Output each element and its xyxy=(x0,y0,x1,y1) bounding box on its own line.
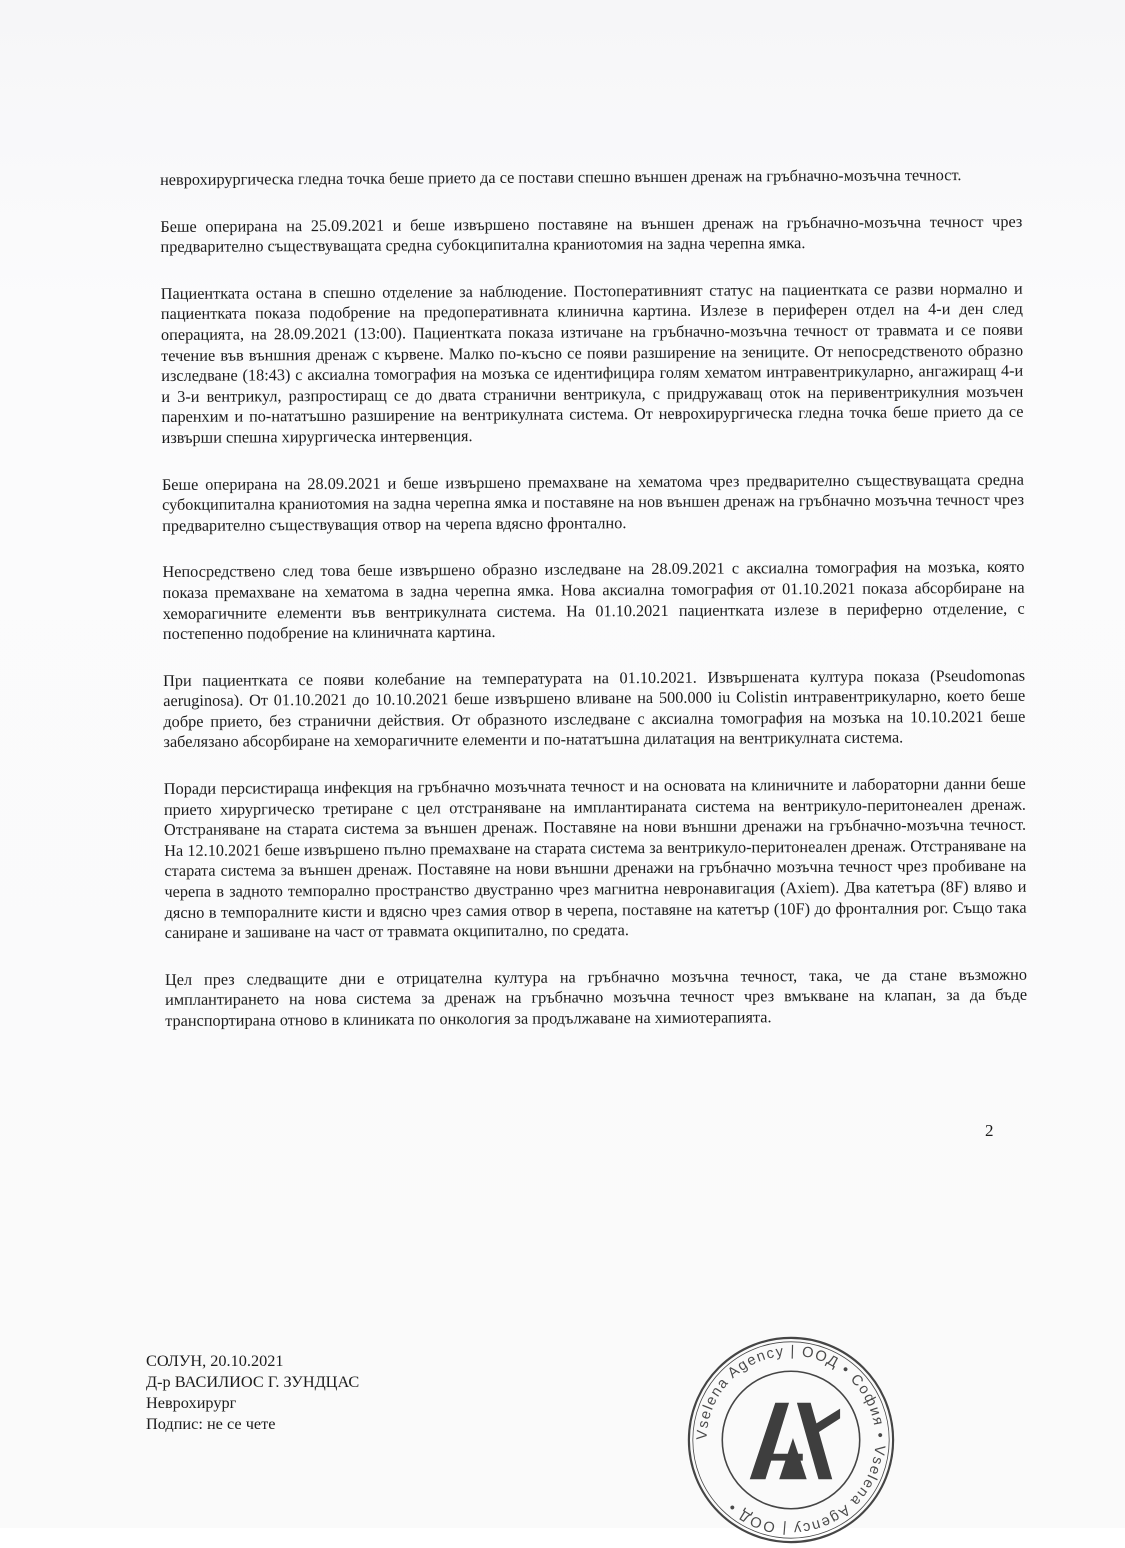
company-stamp xyxy=(683,1332,899,1548)
signature-block xyxy=(146,1350,359,1434)
stamp-logo-icon xyxy=(750,1403,840,1480)
paragraph: Непосредствено след това беше извършено образно изследване на 28.09.2021 с аксиална томография на мозъка, която показа премахване на хематома в задна черепна ямка. Нова аксиална томография от 01.10.2021 показа абсорбиране на хеморагичните елементи във вентрикулната система. На 01.10.2021 пациентката излезе в периферно отделение, с постепенно подобрение на клиничната картина. xyxy=(162,557,1025,644)
paragraph: Цел през следващите дни е отрицателна култура на гръбначно мозъчна течност, така, че да стане възможно имплантирането на нова система за дренаж на гръбначно мозъчна течност чрез вмъкване на клапан, за да бъде транспортирана отново в клиниката по онкология за продължаване на химиотерапията. xyxy=(164,964,1028,1030)
paragraph: Поради персистираща инфекция на гръбначно мозъчната течност и на основата на клиничните и лабораторни данни беше прието хирургическо третиране с цел отстраняване на имплантираната система на вентрикуло-перитонеален дренаж. Отстраняване на старата система за външен дренаж. Поставяне на нови външни дренажи на гръбначно-мозъчна течност. На 12.10.2021 беше извършено пълно премахване на старата система за вентрикуло-перитонеален дренаж. Отстраняване на старата система за външен дренаж. Поставяне на нови външни дренажи на гръбначно мозъчна течност чрез пробиване на черепа в задното темпорално пространство двустранно чрез магнитна невронавигация (Axiem). Два катетъра (8F) вляво и дясно в темпоралните кисти и вдясно чрез самия отвор в черепа, поставяне на катетър (10F) до фронталния рог. Също така саниране и зашиване на част от травмата окципитално, по средата. xyxy=(163,773,1027,943)
place-date: СОЛУН, 20.10.2021 xyxy=(146,1351,284,1370)
doctor-title: Неврохирург xyxy=(146,1393,237,1412)
stamp-ring-text: Vselena Agency | ООД • София • Vselena Agency | ООД • xyxy=(694,1343,888,1537)
paragraph: Беше оперирана на 28.09.2021 и беше извършено премахване на хематома чрез предварително съществуващата средна субокципитална краниотомия на задна черепна ямка и поставяне на нов външен дренаж на гръбначно мозъчна течност чрез предварително съществуващия отвор на черепа вдясно фронтално. xyxy=(161,469,1025,535)
page-number: 2 xyxy=(985,1121,994,1140)
doctor-name: Д-р ВАСИЛИОС Г. ЗУНДЦАС xyxy=(146,1372,360,1391)
paragraph: неврохирургическа гледна точка беше прието да се постави спешно външен дренаж на гръбначно-мозъчна течност. xyxy=(160,165,962,189)
paragraph: Пациентката остана в спешно отделение за наблюдение. Постоперативният статус на пациентката се разви нормално и пациентката показа подобрение на предоперативната клинична картина. Излезе в периферен отдел на 4-и ден след операцията, на 28.09.2021 (13:00). Пациентката показа изтичане на гръбначно-мозъчна течност от травмата и се появи течение във външния дренаж с кървене. Малко по-късно се появи разширение на зениците. От непосредственото образно изследване (18:43) с аксиална томография на мозъка се идентифицира голям хематом интравентрикуларно, ангажиращ 4-и и 3-и вентрикул, разпростиращ се до двата странични вентрикула, с придружаващ оток на перивентрикулния мозъчен паренхим и по-нататъшно разширение на вентрикулната система. От неврохирургическа гледна точка беше прието да се извърши спешна хирургическа интервенция. xyxy=(160,278,1024,447)
paragraph: Беше оперирана на 25.09.2021 и беше извършено поставяне на външен дренаж на гръбначно-мозъчна течност чрез предварително съществуващата средна субокципитална краниотомия на задна черепна ямка. xyxy=(160,211,1023,257)
paragraph: При пациентката се появи колебание на температурата на 01.10.2021. Извършената култура показа (Pseudomonas aeruginosa). От 01.10.2021 до 10.10.2021 беше извършено вливане на 500.000 iu Colistin интравентрикуларно, което беше добре прието, без странични действия. От образното изследване с аксиална томография на мозъка на 10.10.2021 беше забелязано абсорбиране на хеморагичните елементи и по-нататъшна дилатация на вентрикулната система. xyxy=(163,665,1026,752)
document-body xyxy=(160,165,1027,1032)
signature-note: Подпис: не се чете xyxy=(146,1414,276,1433)
stamp-inner-ring xyxy=(722,1371,859,1508)
stamp-outer-ring xyxy=(689,1338,893,1542)
